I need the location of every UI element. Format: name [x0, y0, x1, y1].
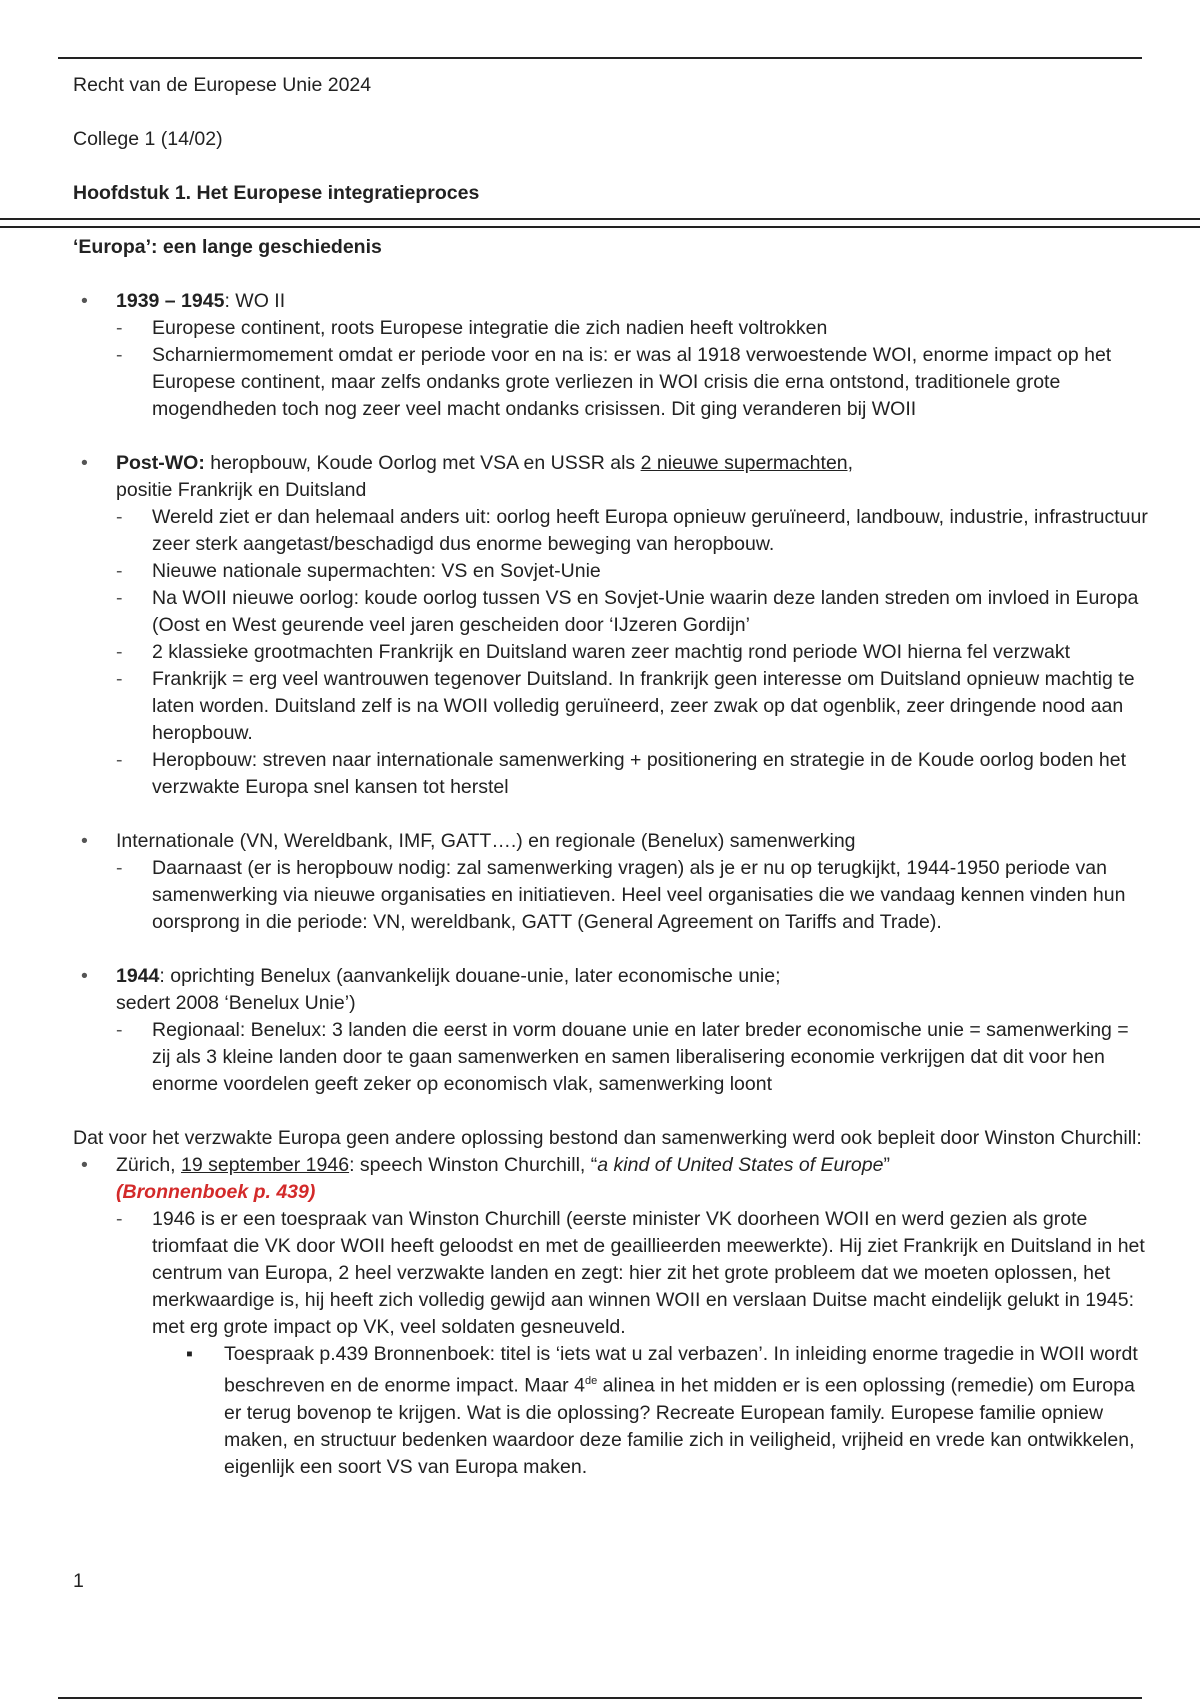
sub-item: - Daarnaast (er is heropbouw nodig: zal samenwerking vragen) als je er nu op terugkijkt, 1944-1950 periode van samenwerking via nieuwe organisaties en initiatieven. Heel veel organisaties die we vandaag kennen vinden hun oorsprong in die periode: VN, wereldbank, GATT (General Agreement on Tariffs and Trade).: [73, 855, 1148, 936]
header-rule: [58, 57, 1142, 59]
bullet-international: • Internationale (VN, Wereldbank, IMF, GATT….) en regionale (Benelux) samenwerking: [73, 828, 1148, 855]
bullet-benelux: • 1944: oprichting Benelux (aanvankelijk douane-unie, later economische unie;: [73, 963, 1148, 990]
sub-item: - Nieuwe nationale supermachten: VS en Sovjet-Unie: [73, 558, 1148, 585]
source-reference: (Bronnenboek p. 439): [116, 1181, 316, 1203]
document-title: Recht van de Europese Unie 2024: [73, 74, 372, 96]
page-number: 1: [73, 1570, 84, 1592]
bullet-ww2: • 1939 – 1945: WO II: [73, 288, 1148, 315]
sub-item: - Na WOII nieuwe oorlog: koude oorlog tussen VS en Sovjet-Unie waarin deze landen streden om invloed in Europa (Oost en West geurende veel jaren gescheiden door ‘IJzeren Gordijn’: [73, 585, 1148, 639]
section-heading: ‘Europa’: een lange geschiedenis: [73, 236, 382, 258]
document-body: [73, 72, 1148, 1481]
churchill-paragraph: Dat voor het verzwakte Europa geen andere oplossing bestond dan samenwerking werd ook bepleit door Winston Churchill:: [73, 1127, 1142, 1149]
sub-item: - Scharniermomement omdat er periode voor en na is: er was al 1918 verwoestende WOI, enorme impact op het Europese continent, maar zelfs ondanks grote verliezen in WOI crisis die erna ontstond, traditionele grote mogendheden toch nog zeer veel macht ondanks crisissen. Dit ging veranderen bij WOII: [73, 342, 1148, 423]
bullet-continuation: positie Frankrijk en Duitsland: [116, 479, 367, 501]
sub-item: - Wereld ziet er dan helemaal anders uit: oorlog heeft Europa opnieuw geruïneerd, landbouw, industrie, infrastructuur zeer sterk aangetast/beschadigd dus enorme beweging van heropbouw.: [73, 504, 1148, 558]
sub-item: - Regionaal: Benelux: 3 landen die eerst in vorm douane unie en later breder economische unie = samenwerking = zij als 3 kleine landen door te gaan samenwerken en samen liberalisering economie verkrijgen dat dit voor hen enorme voordelen geeft zeker op economisch vlak, samenwerking loont: [73, 1017, 1148, 1098]
sub-sub-item: ▪ Toespraak p.439 Bronnenboek: titel is ‘iets wat u zal verbazen’. In inleiding enorme tragedie in WOII wordt beschreven en de enorme impact. Maar 4de alinea in het midden er is een oplossing (remedie) om Europa er terug bovenop te krijgen. Wat is die oplossing? Recreate European family. Europese familie opniew maken, en structuur bedenken waardoor deze familie zich in veiligheid, vrijheid en vrede kan ontwikkelen, eigenlijk een soort VS van Europa maken.: [73, 1341, 1148, 1481]
chapter-heading: Hoofdstuk 1. Het Europese integratieproces: [73, 182, 480, 204]
sub-item: - 2 klassieke grootmachten Frankrijk en Duitsland waren zeer machtig rond periode WOI hierna fel verzwakt: [73, 639, 1148, 666]
bullet-post-war: • Post-WO: heropbouw, Koude Oorlog met VSA en USSR als 2 nieuwe supermachten,: [73, 450, 1148, 477]
bullet-continuation: sedert 2008 ‘Benelux Unie’): [116, 992, 356, 1014]
bullet-zurich: • Zürich, 19 september 1946: speech Winston Churchill, “a kind of United States of Europe”: [73, 1152, 1148, 1179]
college-label: College 1 (14/02): [73, 128, 223, 150]
sub-item: - Heropbouw: streven naar internationale samenwerking + positionering en strategie in de Koude oorlog boden het verzwakte Europa snel kansen tot herstel: [73, 747, 1148, 801]
sub-item: - 1946 is er een toespraak van Winston Churchill (eerste minister VK doorheen WOII en werd gezien als grote triomfaat die VK door WOII heeft geloodst en met de geaillieerden meewerkte). Hij ziet Frankrijk en Duitsland in het centrum van Europa, 2 heel verzwakte landen en zegt: hier zit het grote probleem dat we moeten oplossen, het merkwaardige is, hij heeft zich volledig gewijd aan winnen WOII en verslaan Duitse macht eindelijk gelukt in 1945: met erg grote impact op VK, veel soldaten gesneuveld.: [73, 1206, 1148, 1341]
sub-item: - Europese continent, roots Europese integratie die zich nadien heeft voltrokken: [73, 315, 1148, 342]
footer-rule: [58, 1697, 1142, 1699]
sub-item: - Frankrijk = erg veel wantrouwen tegenover Duitsland. In frankrijk geen interesse om Duitsland opnieuw machtig te laten worden. Duitsland zelf is na WOII volledig geruïneerd, zeer zwak op dat ogenblik, zeer dringende nood aan heropbouw.: [73, 666, 1148, 747]
